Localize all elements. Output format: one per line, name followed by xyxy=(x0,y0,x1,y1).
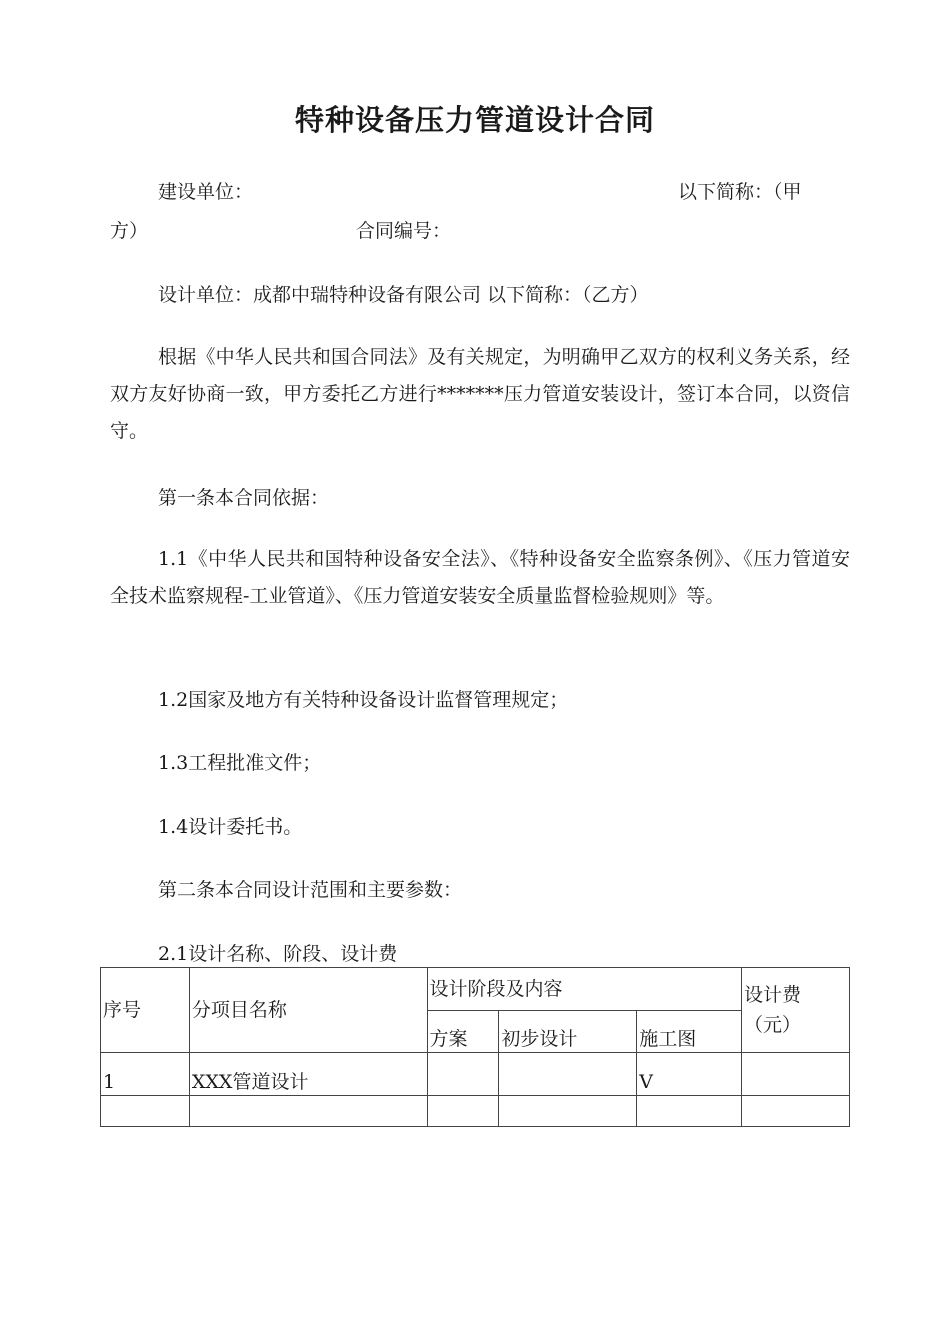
contract-number-label: 合同编号： xyxy=(356,220,452,242)
cell-plan xyxy=(427,1096,499,1127)
header-item-name: 分项目名称 xyxy=(189,968,427,1053)
cell-construction xyxy=(637,1096,742,1127)
table-row xyxy=(101,1053,850,1096)
header-fee-unit: （元） xyxy=(744,1014,802,1036)
design-scope-table xyxy=(100,967,850,1127)
cell-construction: V xyxy=(637,1053,742,1096)
cell-item-name: XXX管道设计 xyxy=(189,1053,427,1096)
article-1-item-4: 1.4设计委托书。 xyxy=(158,816,303,838)
header-construction-drawing: 施工图 xyxy=(637,1011,742,1053)
cell-seq: 1 xyxy=(101,1053,190,1096)
cell-item-name xyxy=(189,1096,427,1127)
cell-fee xyxy=(742,1053,850,1096)
cell-fee xyxy=(742,1096,850,1127)
article-1-item-3: 1.3工程批准文件； xyxy=(158,752,322,774)
cell-seq xyxy=(101,1096,190,1127)
article-2-item-1: 2.1设计名称、阶段、设计费 xyxy=(158,943,398,965)
party-a-short-cont: 方） xyxy=(110,220,149,242)
cell-preliminary xyxy=(499,1053,637,1096)
intro-paragraph: 根据《中华人民共和国合同法》及有关规定，为明确甲乙双方的权利义务关系，经双方友好协商一致，甲方委托乙方进行*******压力管道安装设计，签订本合同，以资信守。 xyxy=(110,346,850,442)
table-row xyxy=(101,1096,850,1127)
header-design-fee xyxy=(742,968,850,1053)
header-design-stage: 设计阶段及内容 xyxy=(427,968,742,1011)
article-1-item-1: 1.1《中华人民共和国特种设备安全法》、《特种设备安全监察条例》、《压力管道安全技术监察规程-工业管道》、《压力管道安装安全质量监督检验规则》等。 xyxy=(110,548,850,607)
article-1-item-2: 1.2国家及地方有关特种设备设计监督管理规定； xyxy=(158,689,569,711)
article-2-heading: 第二条本合同设计范围和主要参数： xyxy=(158,879,463,901)
article-1-heading: 第一条本合同依据： xyxy=(158,487,330,509)
header-plan: 方案 xyxy=(427,1011,499,1053)
header-seq: 序号 xyxy=(101,968,190,1053)
document-title: 特种设备压力管道设计合同 xyxy=(294,103,655,137)
cell-preliminary xyxy=(499,1096,637,1127)
header-fee-label: 设计费 xyxy=(744,984,802,1006)
cell-plan xyxy=(427,1053,499,1096)
header-preliminary-design: 初步设计 xyxy=(499,1011,637,1053)
party-b-line: 设计单位：成都中瑞特种设备有限公司 以下简称：（乙方） xyxy=(158,284,649,306)
party-a-short-label: 以下简称：（甲 xyxy=(678,181,802,203)
party-a-label: 建设单位： xyxy=(158,181,254,203)
